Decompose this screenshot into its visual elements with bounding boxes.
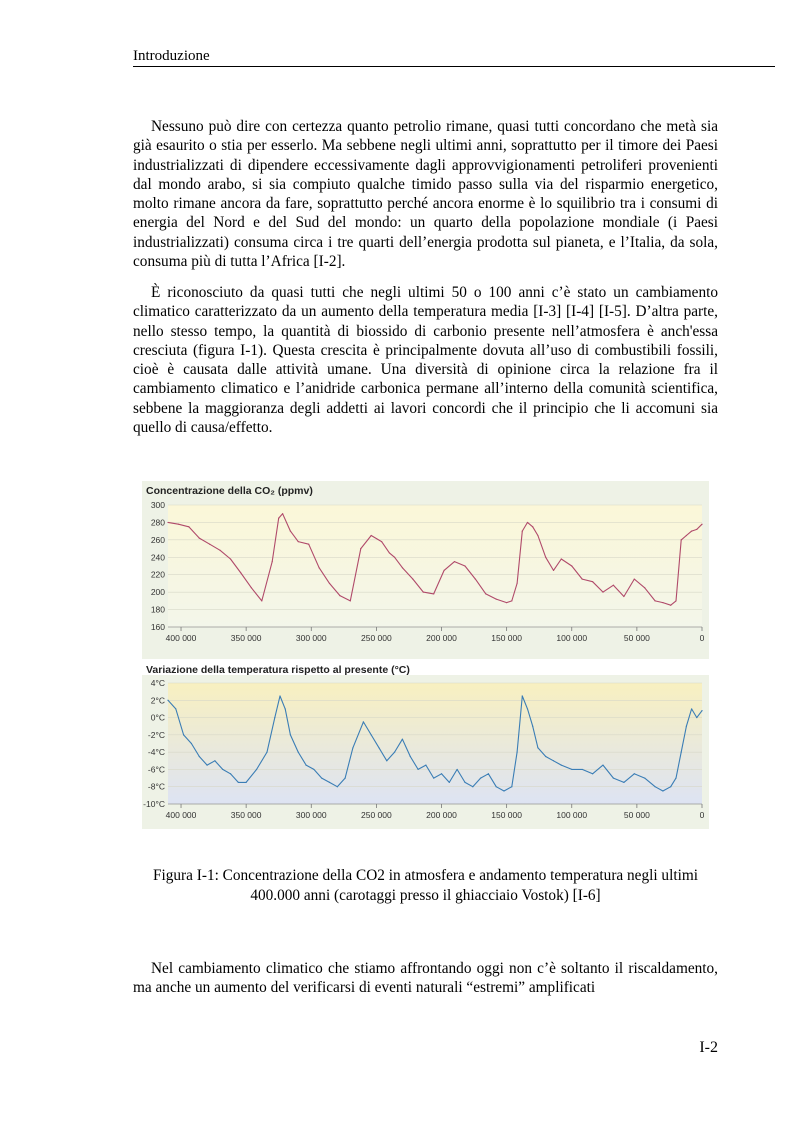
chart2-data-point [290,734,291,735]
chart1-data-point [167,522,168,523]
caption-line-2: 400.000 anni (carotaggi presso il ghiacciaio Vostok) [I-6] [250,887,601,904]
chart1-x-tick-label: 200 000 [426,633,457,643]
chart2-data-point [285,708,286,709]
chart2-data-point [167,700,168,701]
chart1-data-point [582,578,583,579]
chart1-data-point [240,572,241,573]
chart2-y-tick-label: -4°C [147,747,165,758]
figure-svg [142,481,709,829]
chart2-data-point [532,726,533,727]
chart2-data-point [425,765,426,766]
chart1-x-tick-label: 50 000 [623,633,650,643]
chart2-data-point [337,786,338,787]
chart2-data-point [363,721,364,722]
chart1-data-point [219,550,220,551]
chart1-x-tick-label: 300 000 [295,633,327,643]
chart2-data-point [191,743,192,744]
chart1-data-point [686,535,687,536]
chart2-y-tick-label: 2°C [150,695,165,706]
chart2-data-point [378,747,379,748]
chart1-data-point [371,535,372,536]
chart1-data-point [655,600,656,601]
chart2-y-tick-label: -6°C [147,764,165,775]
chart2-data-point [691,708,692,709]
chart-temperature [143,678,704,820]
chart1-data-point [412,578,413,579]
chart2-y-tick-label: 0°C [150,712,165,723]
chart1-data-point [290,531,291,532]
figure-caption [133,866,718,906]
paragraph-1: Nessuno può dire con certezza quanto petrolio rimane, quasi tutti concordano che metà sia già esaurito o stia per esserlo. Ma sebbene negli ultimi anni, soprattutto per il timore dei Paesi industrializzati di dipendere eccessivamente dagli approvvigionamenti petroliferi provenienti dal mondo arabo, si sia compiuto qualche timido passo sulla via del risparmio energetico, molto rimane ancora da fare, soprattutto perché ancora enorme è lo squilibrio tra i consumi di energia del Nord e del Sud del mondo: un quarto della popolazione mondiale (i Paesi industrializzati) consuma circa i tre quarti dell’energia prodotta sul pianeta, e l’Italia, da sola, consuma più di tutta l’Africa [I-2]. [133,118,718,271]
chart2-data-point [681,752,682,753]
chart1-data-point [251,587,252,588]
chart2-data-point [274,717,275,718]
chart1-x-tick-label: 250 000 [361,633,392,643]
chart2-data-point [527,708,528,709]
chart1-y-tick-label: 180 [150,604,165,615]
chart2-data-point [582,769,583,770]
chart1-x-tick-label: 0 [699,633,705,643]
chart1-data-point [209,544,210,545]
chart2-data-point [511,786,512,787]
chart2-data-point [488,773,489,774]
chart1-data-point [350,600,351,601]
chart2-data-point [472,786,473,787]
chart2-data-point [313,769,314,770]
chart1-data-point [537,535,538,536]
chart1-data-point [485,593,486,594]
chart1-plot-area [168,505,702,627]
chart1-data-point [272,561,273,562]
caption-line-1: Figura I-1: Concentrazione della CO2 in atmosfera e andamento temperatura negli ultimi [153,867,698,884]
chart1-data-point [278,517,279,518]
chart1-y-tick-label: 300 [150,500,165,510]
chart2-x-tick-label: 300 000 [295,810,327,820]
chart2-data-point [662,790,663,791]
chart2-data-point [266,752,267,753]
chart1-data-point [199,538,200,539]
chart1-data-point [329,583,330,584]
chart1-x-tick-label: 150 000 [491,633,523,643]
chart1-data-point [496,599,497,600]
chart2-data-point [183,734,184,735]
chart1-data-point [318,567,319,568]
page-number: I-2 [699,1039,718,1056]
chart1-data-point [261,600,262,601]
chart1-x-tick-label: 100 000 [556,633,588,643]
chart1-data-point [602,592,603,593]
chart2-data-point [441,773,442,774]
chart2-data-point [686,726,687,727]
chart2-data-point [696,717,697,718]
chart1-data-point [691,531,692,532]
chart2-data-point [613,777,614,778]
chart1-data-point [506,602,507,603]
chart1-y-tick-label: 280 [150,517,165,528]
chart1-data-point [613,585,614,586]
chart1-data-point [522,531,523,532]
chart1-data-point [662,602,663,603]
chart1-y-tick-label: 220 [150,569,165,580]
chart2-data-point [623,782,624,783]
chart2-data-point [352,747,353,748]
chart1-data-point [675,600,676,601]
chart2-data-point [571,769,572,770]
chart2-x-tick-label: 200 000 [426,810,457,820]
paragraph-2: È riconosciuto da quasi tutti che negli ultimi 50 o 100 anni c’è stato un cambiamento climatico caratterizzato da un aumento della temperatura media [I-3] [I-4] [I-5]. D’altra parte, nello stesso tempo, la quantità di biossido di carbonio presente nell’atmosfera è anch'essa cresciuta (figura I-1). Questa crescita è principalmente dovuta all’uso di combustibili fossili, cioè è causata dalle attività umane. Una diversità di opinione circa la relazione fra il cambiamento climatico e l’anidride carbonica permane all’interno della comunità scientifica, sebbene la maggioranza degli addetti ai lavori concordi che il principio che li accomuni sia quello di causa/effetto. [133,284,718,437]
chart1-data-point [423,592,424,593]
chart2-data-point [321,777,322,778]
chart2-x-tick-label: 150 000 [491,810,523,820]
chart1-data-point [527,522,528,523]
chart2-data-point [329,782,330,783]
chart2-data-point [670,786,671,787]
chart2-data-point [222,769,223,770]
chart2-x-tick-label: 350 000 [230,810,262,820]
chart2-data-point [246,782,247,783]
chart2-data-point [345,777,346,778]
chart2-data-point [464,782,465,783]
chart1-data-point [444,570,445,571]
header-title: Introduzione [133,48,210,64]
chart2-y-tick-label: 4°C [150,678,165,688]
chart1-data-point [553,570,554,571]
chart1-data-point [298,541,299,542]
chart2-data-point [394,752,395,753]
chart1-y-tick-label: 200 [150,587,165,598]
chart2-data-point [602,765,603,766]
chart1-data-point [389,552,390,553]
chart1-data-point [696,529,697,530]
chart2-data-point [701,710,702,711]
chart1-data-point [670,605,671,606]
chart2-data-point [238,782,239,783]
chart2-data-point [449,782,450,783]
chart1-data-point [394,557,395,558]
chart2-data-point [516,752,517,753]
chart2-data-point [655,786,656,787]
chart2-data-point [256,769,257,770]
chart2-data-point [371,734,372,735]
chart2-x-tick-label: 0 [699,810,705,820]
chart2-data-point [634,773,635,774]
chart1-data-point [571,565,572,566]
chart1-data-point [360,548,361,549]
chart2-data-point [175,708,176,709]
chart2-data-point [644,777,645,778]
chart2-data-point [480,777,481,778]
chart1-title: Concentrazione della CO₂ (ppmv) [146,485,313,497]
chart2-data-point [417,769,418,770]
chart2-y-tick-label: -10°C [143,799,165,809]
chart2-data-point [561,765,562,766]
chart1-data-point [592,581,593,582]
chart2-data-point [592,773,593,774]
chart2-data-point [305,765,306,766]
chart2-x-tick-label: 400 000 [165,810,197,820]
chart1-data-point [545,557,546,558]
chart2-data-point [522,695,523,696]
chart2-data-point [206,765,207,766]
chart2-data-point [675,777,676,778]
chart-co2 [151,500,705,643]
chart2-data-point [402,739,403,740]
chart1-data-point [230,558,231,559]
chart1-data-point [339,595,340,596]
chart2-data-point [386,760,387,761]
chart1-y-tick-label: 240 [150,552,165,563]
chart1-data-point [464,565,465,566]
chart2-data-point [537,747,538,748]
chart2-plot-area [168,683,702,804]
chart1-data-point [381,541,382,542]
chart2-data-point [457,769,458,770]
chart1-data-point [532,526,533,527]
chart2-data-point [496,786,497,787]
chart2-data-point [230,773,231,774]
chart2-title: Variazione della temperatura rispetto al presente (°C) [146,664,410,676]
chart1-x-tick-label: 350 000 [230,633,262,643]
chart1-data-point [516,583,517,584]
chart1-data-point [454,561,455,562]
chart1-data-point [308,544,309,545]
chart1-data-point [623,596,624,597]
chart2-data-point [279,695,280,696]
chart1-data-point [282,513,283,514]
paragraph-3: Nel cambiamento climatico che stiamo affrontando oggi non c’è soltanto il riscaldamento, ma anche un aumento del verificarsi di eventi naturali “estremi” amplificati [133,960,718,997]
chart1-y-tick-label: 160 [150,622,165,632]
chart1-data-point [634,578,635,579]
chart2-data-point [214,760,215,761]
chart1-data-point [681,539,682,540]
chart2-y-tick-label: -8°C [147,781,165,792]
chart2-data-point [199,756,200,757]
chart1-x-tick-label: 400 000 [165,633,197,643]
chart1-data-point [561,558,562,559]
chart1-data-point [178,524,179,525]
chart1-data-point [511,600,512,601]
chart2-data-point [410,756,411,757]
chart2-y-tick-label: -2°C [147,729,165,740]
chart2-x-tick-label: 50 000 [623,810,650,820]
chart2-x-tick-label: 100 000 [556,810,588,820]
chart2-data-point [503,790,504,791]
chart1-data-point [475,578,476,579]
chart1-data-point [402,567,403,568]
chart2-data-point [433,777,434,778]
figure-co2-temperature [142,481,709,829]
chart2-data-point [545,756,546,757]
chart1-data-point [433,593,434,594]
chart2-x-tick-label: 250 000 [361,810,392,820]
chart2-data-point [553,760,554,761]
chart2-data-point [298,752,299,753]
chart1-data-point [188,526,189,527]
chart1-y-tick-label: 260 [150,534,165,545]
page-header [133,48,775,67]
chart1-data-point [701,524,702,525]
chart1-data-point [644,587,645,588]
